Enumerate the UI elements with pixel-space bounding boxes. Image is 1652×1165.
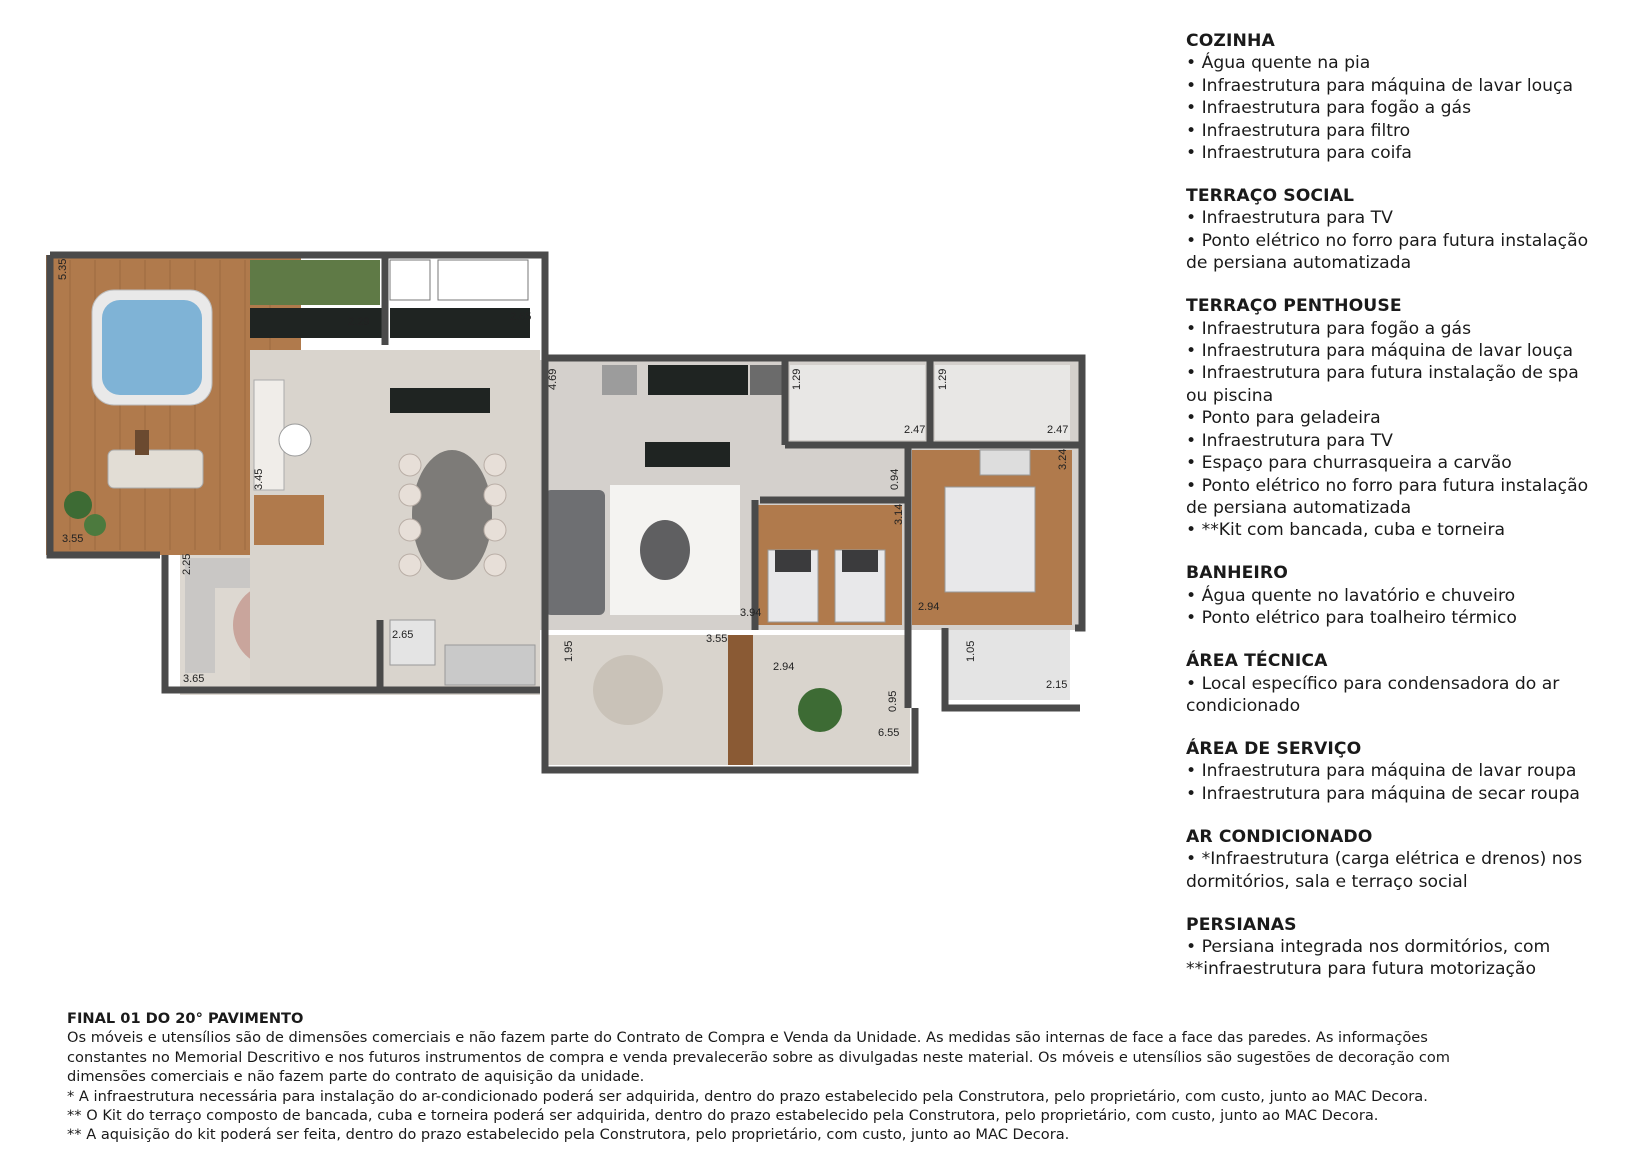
disclaimer-line: * A infraestrutura necessária para instalação do ar-condicionado poderá ser adquirida, dentro do prazo estabelecido pela Construtora, pelo proprietário, com custo, junto ao MAC Decora. — [67, 1087, 1428, 1105]
section-title: COZINHA — [1186, 31, 1275, 51]
counter — [390, 308, 530, 338]
feature-item: • Espaço para churrasqueira a carvão — [1186, 453, 1512, 474]
feature-item: • *Infraestrutura (carga elétrica e drenos) nos — [1186, 849, 1583, 870]
plant — [64, 491, 92, 519]
living-sofa — [545, 490, 605, 615]
dim-label: 0.94 — [889, 468, 901, 490]
kitchen-counter — [648, 365, 748, 395]
dim-label: 2.25 — [181, 553, 193, 575]
dim-label: 2.29 — [348, 316, 370, 328]
legend-section-ar-condicionado — [1186, 826, 1626, 893]
disclaimer-line: constantes no Memorial Descritivo e nos futuros instrumentos de compra e venda prevalecerão sobre as divulgadas neste material. Os móveis e utensílios são sugestões de decoração com — [67, 1048, 1450, 1066]
disclaimer-line: ** O Kit do terraço composto de bancada, cuba e torneira poderá ser adquirida, dentro do prazo estabelecido pela Construtora, pelo proprietário, com custo, junto ao MAC Decora. — [67, 1107, 1379, 1125]
dim-label: 1.05 — [965, 640, 977, 662]
cabinet — [390, 260, 430, 300]
feature-item: • **Kit com bancada, cuba e torneira — [1186, 520, 1506, 541]
round-chair — [593, 655, 663, 725]
planter — [250, 260, 380, 305]
feature-item: • Ponto para geladeira — [1186, 408, 1381, 429]
dim-label: 2.94 — [773, 661, 795, 673]
dim-label: 2.47 — [1047, 424, 1069, 436]
coffee-table — [640, 520, 690, 580]
feature-item: • Infraestrutura para futura instalação de spa — [1186, 363, 1579, 384]
feature-item: • Persiana integrada nos dormitórios, com — [1186, 936, 1551, 957]
side-table — [135, 430, 149, 455]
section-title: ÁREA DE SERVIÇO — [1186, 738, 1362, 759]
laundry — [445, 645, 535, 685]
steps — [254, 495, 324, 545]
feature-item: de persiana automatizada — [1186, 253, 1412, 274]
spa-water — [102, 300, 202, 395]
dim-label: 2.15 — [1046, 679, 1068, 691]
legend-section-area-tecnica — [1186, 650, 1626, 717]
feature-item: • Água quente na pia — [1186, 53, 1371, 74]
feature-item: • Infraestrutura para coifa — [1186, 143, 1412, 164]
dim-label: 3.55 — [62, 533, 84, 545]
feature-item: • Infraestrutura para máquina de lavar louça — [1186, 341, 1574, 362]
feature-item: condicionado — [1186, 695, 1301, 716]
master-bed — [945, 487, 1035, 592]
dim-label: 3.14 — [893, 503, 905, 525]
feature-item: • Ponto elétrico para toalheiro térmico — [1186, 608, 1517, 629]
dining-table — [412, 450, 492, 580]
bathroom-fixture — [390, 620, 435, 665]
legend-section-banheiro — [1186, 562, 1626, 629]
dim-label: 3.94 — [740, 607, 762, 619]
dim-label: 3.55 — [706, 633, 728, 645]
disclaimer-line: Os móveis e utensílios são de dimensões comerciais e não fazem parte do Contrato de Compra e Venda da Unidade. As medidas são internas de face a face das paredes. As informações — [67, 1029, 1428, 1047]
cooktop — [750, 365, 785, 395]
fridge — [602, 365, 637, 395]
cabinet — [438, 260, 528, 300]
section-title: TERRAÇO SOCIAL — [1186, 186, 1355, 207]
section-title: TERRAÇO PENTHOUSE — [1186, 296, 1402, 317]
section-title: BANHEIRO — [1186, 563, 1288, 584]
plant — [84, 514, 106, 536]
dim-label: 2.65 — [510, 311, 532, 323]
feature-item: **infraestrutura para futura motorização — [1186, 959, 1536, 980]
dim-label: 1.29 — [791, 368, 803, 390]
dim-label: 2.65 — [392, 629, 414, 641]
kitchen-island — [645, 442, 730, 467]
bar-shelf — [728, 635, 753, 765]
feature-item: • Água quente no lavatório e chuveiro — [1186, 585, 1516, 606]
closet — [980, 450, 1030, 475]
feature-item: • Infraestrutura para máquina de lavar louça — [1186, 75, 1574, 96]
dim-label: 1.29 — [937, 368, 949, 390]
dim-label: 1.95 — [563, 640, 575, 662]
disclaimer-line: dimensões comerciais e não fazem parte do contrato de aquisição da unidade. — [67, 1068, 645, 1086]
dim-label: 3.45 — [253, 468, 265, 490]
dim-label: 2.47 — [904, 424, 926, 436]
floor-plan — [40, 250, 1150, 805]
section-title: AR CONDICIONADO — [1186, 826, 1373, 847]
blanket — [775, 550, 811, 572]
legend-section-persianas — [1186, 914, 1626, 981]
feature-item: • Infraestrutura para fogão a gás — [1186, 318, 1472, 339]
dim-label: 4.69 — [547, 368, 559, 390]
dim-label: 6.55 — [878, 727, 900, 739]
feature-item: • Infraestrutura para filtro — [1186, 120, 1411, 141]
feature-item: • Local específico para condensadora do ar — [1186, 673, 1560, 694]
legend-section-cozinha — [1186, 30, 1626, 164]
section-title: ÁREA TÉCNICA — [1186, 651, 1328, 672]
legend-section-terraco-penthouse — [1186, 295, 1626, 541]
feature-item: • Infraestrutura para fogão a gás — [1186, 98, 1472, 119]
floor-label: FINAL 01 DO 20° PAVIMENTO — [67, 1010, 304, 1027]
lounger — [108, 450, 203, 488]
island — [390, 388, 490, 413]
feature-item: de persiana automatizada — [1186, 497, 1412, 518]
dim-label: 2.94 — [918, 601, 940, 613]
disclaimer-line: ** A aquisição do kit poderá ser feita, dentro do prazo estabelecido pela Construtora, pelo proprietário, com custo, junto ao MAC Decora. — [67, 1126, 1070, 1144]
section-title: PERSIANAS — [1186, 914, 1297, 935]
legend-section-area-de-servico — [1186, 738, 1626, 805]
feature-item: • Ponto elétrico no forro para futura instalação — [1186, 475, 1589, 496]
feature-item: • Infraestrutura para máquina de secar roupa — [1186, 783, 1580, 804]
legend-section-terraco-social — [1186, 185, 1626, 275]
feature-item: • Ponto elétrico no forro para futura instalação — [1186, 230, 1589, 251]
dim-label: 3.24 — [1057, 448, 1069, 470]
feature-item: • Infraestrutura para TV — [1186, 208, 1393, 229]
plant — [798, 688, 842, 732]
feature-item: dormitórios, sala e terraço social — [1186, 871, 1468, 892]
dim-label: 5.35 — [57, 258, 69, 280]
round-table — [279, 424, 311, 456]
disclaimer-footer — [67, 1009, 1637, 1145]
dim-label: 0.95 — [887, 690, 899, 712]
feature-item: ou piscina — [1186, 385, 1274, 406]
feature-item: • Infraestrutura para TV — [1186, 430, 1393, 451]
features-legend — [1186, 30, 1626, 1001]
feature-item: • Infraestrutura para máquina de lavar roupa — [1186, 761, 1577, 782]
blanket — [842, 550, 878, 572]
dim-label: 3.65 — [183, 673, 205, 685]
